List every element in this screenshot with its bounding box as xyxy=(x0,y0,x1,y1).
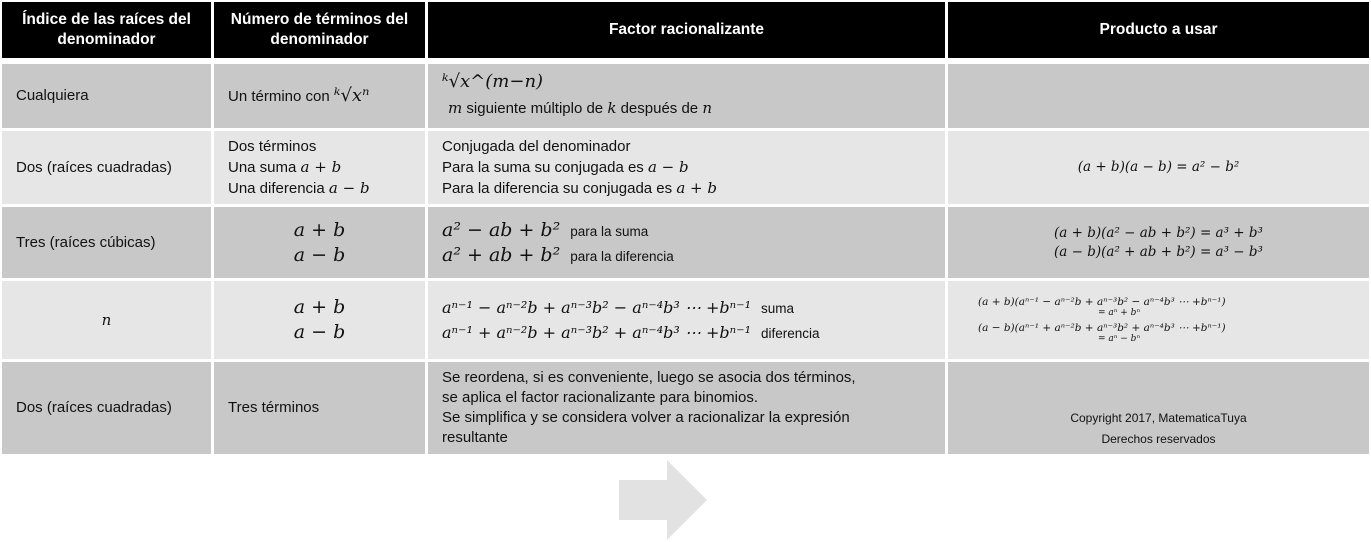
var-n: n xyxy=(702,99,712,117)
factor-math: a² − ab + b² xyxy=(442,218,561,241)
terms-prefix: Un término con xyxy=(228,87,330,105)
factor-text: para la suma xyxy=(570,223,649,239)
factor-text: Para la suma su conjugada es xyxy=(442,158,648,176)
table-row xyxy=(0,131,1371,204)
product-result: = aⁿ − bⁿ xyxy=(1098,334,1141,344)
factor-line xyxy=(442,295,931,320)
row-terms xyxy=(214,64,425,128)
factor-math: a − b xyxy=(647,157,689,176)
factor-line: Conjugada del denominador xyxy=(442,137,631,155)
factor-note xyxy=(448,98,931,119)
row-index xyxy=(2,281,211,359)
row-product xyxy=(948,207,1369,278)
row-terms xyxy=(214,131,425,204)
row-factor xyxy=(428,131,945,204)
factor-line: Se reordena, si es conveniente, luego se asocia dos términos, xyxy=(442,369,856,386)
terms-text: Una suma xyxy=(228,158,301,176)
copyright: Copyright 2017, MatematicaTuya xyxy=(1070,411,1247,425)
factor-math: aⁿ⁻¹ + aⁿ⁻²b + aⁿ⁻³b² + aⁿ⁻⁴b³ ⋯ +bⁿ⁻¹ xyxy=(442,323,751,342)
factor-line xyxy=(442,218,931,243)
factor-math: a + b xyxy=(676,178,717,197)
factor-line: se aplica el factor racionalizante para binomios. xyxy=(442,389,759,406)
factor-text: para la diferencia xyxy=(570,248,674,264)
row-factor xyxy=(428,64,945,128)
factor-text: diferencia xyxy=(760,326,820,341)
terms-text: Una diferencia xyxy=(228,179,329,197)
product-formula: (a + b)(a² − ab + b²) = a³ + b³ xyxy=(1054,224,1263,241)
row-product xyxy=(948,131,1369,204)
product-formula: (a − b)(aⁿ⁻¹ + aⁿ⁻²b + aⁿ⁻³b² + aⁿ⁻⁴b³ ⋯ +bⁿ⁻¹) xyxy=(978,322,1226,334)
terms-math: a + b xyxy=(293,296,346,318)
row-factor xyxy=(428,281,945,359)
var-m: m xyxy=(448,99,463,117)
terms-line xyxy=(228,86,411,107)
row-terms xyxy=(214,281,425,359)
header-index: Índice de las raíces del denominador xyxy=(2,2,211,58)
row-index: Tres (raíces cúbicas) xyxy=(2,207,211,278)
radical-expression: ᵏ√xⁿ xyxy=(333,84,370,106)
terms-line: Dos términos xyxy=(228,137,317,155)
header-factor: Factor racionalizante xyxy=(428,2,945,58)
factor-math: a² + ab + b² xyxy=(442,243,561,266)
factor-line: Se simplifica y se considera volver a racionalizar la expresión xyxy=(442,409,850,426)
row-index: Dos (raíces cuadradas) xyxy=(2,131,211,204)
factor-line xyxy=(442,243,931,268)
factor-line xyxy=(442,320,931,345)
terms-line xyxy=(228,157,411,178)
table-row xyxy=(0,362,1371,454)
terms-line xyxy=(228,178,411,199)
table-row xyxy=(0,207,1371,278)
terms-math: a + b xyxy=(293,218,346,241)
product-formula: (a + b)(aⁿ⁻¹ − aⁿ⁻²b + aⁿ⁻³b² − aⁿ⁻⁴b³ ⋯ +bⁿ⁻¹) xyxy=(978,296,1226,308)
product-formula: (a − b)(a² + ab + b²) = a³ − b³ xyxy=(1054,243,1263,260)
terms-math: a − b xyxy=(293,321,346,343)
row-product xyxy=(948,362,1369,454)
rights-reserved: Derechos reservados xyxy=(1101,432,1216,446)
factor-text: Para la diferencia su conjugada es xyxy=(442,179,677,197)
index-math: n xyxy=(101,311,112,329)
row-index: Dos (raíces cuadradas) xyxy=(2,362,211,454)
row-factor xyxy=(428,207,945,278)
factor-text: suma xyxy=(760,301,794,316)
product-result: = aⁿ + bⁿ xyxy=(1098,308,1141,318)
terms-math: a + b xyxy=(300,157,342,176)
note-text-2: después de xyxy=(616,100,703,117)
row-factor xyxy=(428,362,945,454)
factor-radical: ᵏ√x^(m−n) xyxy=(442,71,544,92)
terms-math: a − b xyxy=(293,243,346,266)
row-index: Cualquiera xyxy=(2,64,211,128)
factor-line xyxy=(442,178,931,199)
row-product xyxy=(948,281,1369,359)
factor-line: resultante xyxy=(442,429,508,446)
factor-line xyxy=(442,157,931,178)
table-row xyxy=(0,64,1371,128)
arrow-right-icon xyxy=(619,460,707,540)
terms-math: a − b xyxy=(328,178,370,197)
row-product xyxy=(948,64,1369,128)
header-terms: Número de términos del denominador xyxy=(214,2,425,58)
product-formula: (a + b)(a − b) = a² − b² xyxy=(1077,159,1240,175)
table-header xyxy=(0,2,1371,58)
var-k: k xyxy=(607,99,617,117)
factor-math: aⁿ⁻¹ − aⁿ⁻²b + aⁿ⁻³b² − aⁿ⁻⁴b³ ⋯ +bⁿ⁻¹ xyxy=(442,298,751,317)
row-terms xyxy=(214,207,425,278)
row-terms: Tres términos xyxy=(214,362,425,454)
note-text-1: siguiente múltiplo de xyxy=(462,100,608,117)
header-product: Producto a usar xyxy=(948,2,1369,58)
table-row xyxy=(0,281,1371,359)
